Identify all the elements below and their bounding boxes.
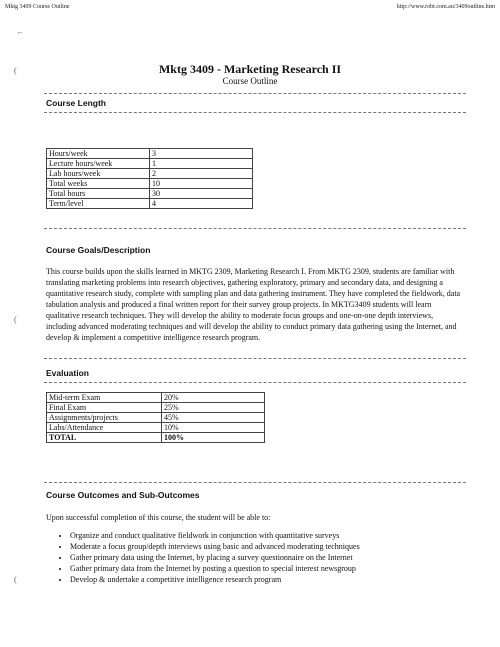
table-row [47,393,265,403]
table-row [47,159,253,169]
print-header [5,4,495,10]
print-header-url: http://www.robt.com.au/3409outline.htm [396,4,495,10]
table-cell-label: Term/level [47,199,150,209]
table-cell-value: 100% [162,433,265,443]
scan-mark: ( [14,315,17,324]
table-cell-value: 25% [162,403,265,413]
print-header-left: Mktg 3409 Course Outline [5,4,70,10]
table-cell-value: 10% [162,423,265,433]
section-heading-course-length: Course Length [46,98,106,108]
course-length-table [46,148,253,209]
list-item: • Organize and conduct qualitative fieldwork in conjunction with quantitative surveys [70,530,470,541]
section-heading-outcomes: Course Outcomes and Sub-Outcomes [46,490,200,500]
table-cell-value: 2 [150,169,253,179]
table-cell-value: 45% [162,413,265,423]
section-heading-goals: Course Goals/Description [46,245,151,255]
table-row [47,433,265,443]
evaluation-table [46,392,265,443]
table-cell-value: 3 [150,149,253,159]
scan-mark: ( [14,575,17,584]
table-row [47,403,265,413]
divider [44,358,466,359]
table-row [47,179,253,189]
table-row [47,413,265,423]
table-cell-label: Mid-term Exam [47,393,162,403]
divider [44,112,466,113]
table-cell-value: 30 [150,189,253,199]
divider [44,228,466,229]
table-cell-value: 4 [150,199,253,209]
outcomes-list [56,530,470,585]
table-cell-label: Hours/week [47,149,150,159]
course-description: This course builds upon the skills learned in MKTG 2309, Marketing Research I. From MKTG 2309, students are familiar with translating marketing problems into research objectives, gathering exploratory, primary and secondary data, and designing a quantitative research study, complete with sampling plan and data gathering instrument. They have completed the fieldwork, data tabulation analysis and produced a final written report for their survey group projects. In MKTG3409 students will learn qualitative research techniques. They will develop the ability to moderate focus groups and one-on-one depth interviews, including advanced moderating techniques and will develop the ability to conduct primary data gathering using the Internet, and develop & implement a competitive intelligence research program. [46,267,461,342]
scan-mark: ⌐ [18,28,23,37]
list-item: • Develop & undertake a competitive intelligence research program [70,574,470,585]
section-heading-evaluation: Evaluation [46,368,89,378]
page-subtitle: Course Outline [222,76,278,86]
divider [44,93,466,94]
table-cell-label: Lab hours/week [47,169,150,179]
table-cell-label: Labs/Attendance [47,423,162,433]
table-row [47,169,253,179]
page-title: Mktg 3409 - Marketing Research II [158,62,342,76]
table-row [47,199,253,209]
table-row [47,189,253,199]
table-row [47,149,253,159]
table-cell-label: Total weeks [47,179,150,189]
table-cell-label: Total hours [47,189,150,199]
table-cell-label: Assignments/projects [47,413,162,423]
list-item: • Gather primary data from the Internet by posting a question to special interest newsgroup [70,563,470,574]
outcomes-intro: Upon successful completion of this course, the student will be able to: [46,513,271,522]
table-cell-label: Lecture hours/week [47,159,150,169]
table-row [47,423,265,433]
table-cell-value: 20% [162,393,265,403]
divider [44,482,466,483]
list-item: • Gather primary data using the Internet, by placing a survey questionnaire on the Internet [70,552,470,563]
table-cell-label: Final Exam [47,403,162,413]
table-cell-value: 1 [150,159,253,169]
table-cell-value: 10 [150,179,253,189]
table-cell-label: TOTAL [47,433,162,443]
divider [44,382,466,383]
scan-mark: ( [14,66,17,75]
list-item: • Moderate a focus group/depth interviews using basic and advanced moderating techniques [70,541,470,552]
